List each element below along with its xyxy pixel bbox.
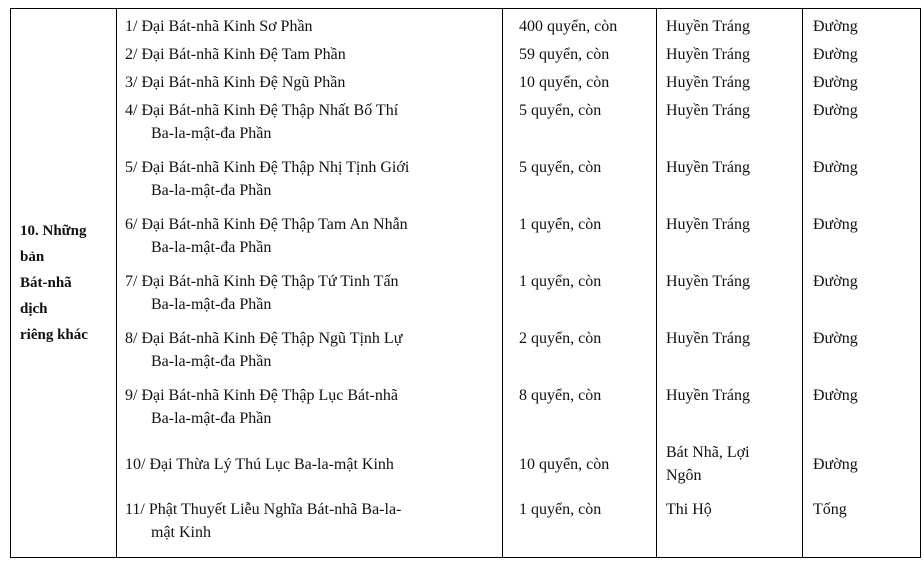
translator-entry: Huyền Tráng bbox=[666, 18, 751, 35]
quantity-entry: 5 quyển, còn bbox=[519, 102, 602, 119]
title-entry: 10/ Đại Thừa Lý Thú Lục Ba-la-mật Kinh bbox=[125, 456, 394, 473]
title-entry: 4/ Đại Bát-nhã Kinh Đệ Thập Nhất Bố Thí Ba-la-mật-đa Phần bbox=[125, 102, 399, 142]
dynasty-entry: Tống bbox=[813, 501, 847, 518]
category-line: 10. Những bbox=[20, 223, 87, 239]
translator-entry: Huyền Tráng bbox=[666, 216, 751, 233]
dynasty-entry: Đường bbox=[813, 46, 858, 63]
translator-entry: Huyền Tráng bbox=[666, 273, 751, 290]
quantity-entry: 10 quyển, còn bbox=[519, 74, 610, 91]
title-entry: 7/ Đại Bát-nhã Kinh Đệ Thập Tứ Tinh Tấn Ba-la-mật-đa Phần bbox=[125, 273, 399, 313]
dynasty-entry: Đường bbox=[813, 159, 858, 176]
category-line: riêng khác bbox=[20, 327, 88, 343]
quantity-entry: 59 quyển, còn bbox=[519, 46, 610, 63]
quantity-entry: 2 quyển, còn bbox=[519, 330, 602, 347]
translator-entry: Huyền Tráng bbox=[666, 387, 751, 404]
category-cell bbox=[11, 9, 117, 558]
dynasty-entry: Đường bbox=[813, 102, 858, 119]
dynasty-entry: Đường bbox=[813, 74, 858, 91]
sutra-table-container bbox=[10, 8, 920, 558]
title-entry: 2/ Đại Bát-nhã Kinh Đệ Tam Phần bbox=[125, 46, 346, 63]
title-entry: 11/ Phật Thuyết Liễu Nghĩa Bát-nhã Ba-la- mật Kinh bbox=[125, 501, 402, 541]
translator-column bbox=[657, 9, 803, 558]
title-entry: 1/ Đại Bát-nhã Kinh Sơ Phần bbox=[125, 18, 313, 35]
title-entry: 3/ Đại Bát-nhã Kinh Đệ Ngũ Phần bbox=[125, 74, 346, 91]
quantity-entry: 5 quyển, còn bbox=[519, 159, 602, 176]
category-line: dịch bbox=[20, 301, 48, 317]
dynasty-entry: Đường bbox=[813, 216, 858, 233]
translator-entry: Huyền Tráng bbox=[666, 74, 751, 91]
quantity-column bbox=[503, 9, 657, 558]
quantity-entry: 8 quyển, còn bbox=[519, 387, 602, 404]
quantity-entry: 1 quyển, còn bbox=[519, 216, 602, 233]
quantity-entry: 10 quyển, còn bbox=[519, 456, 610, 473]
dynasty-entry: Đường bbox=[813, 18, 858, 35]
translator-entry: Bát Nhã, Lợi Ngôn bbox=[666, 444, 750, 484]
category-line: bản bbox=[20, 249, 45, 265]
sutra-table bbox=[10, 8, 921, 558]
title-entry: 6/ Đại Bát-nhã Kinh Đệ Thập Tam An Nhẫn Ba-la-mật-đa Phần bbox=[125, 216, 408, 256]
category-line: Bát-nhã bbox=[20, 275, 72, 291]
title-entry: 5/ Đại Bát-nhã Kinh Đệ Thập Nhị Tịnh Giới Ba-la-mật-đa Phần bbox=[125, 159, 410, 199]
quantity-entry: 400 quyển, còn bbox=[519, 18, 618, 35]
dynasty-entry: Đường bbox=[813, 387, 858, 404]
dynasty-column bbox=[803, 9, 921, 558]
title-entry: 9/ Đại Bát-nhã Kinh Đệ Thập Lục Bát-nhã Ba-la-mật-đa Phần bbox=[125, 387, 398, 427]
table-row bbox=[11, 9, 921, 558]
translator-entry: Thi Hộ bbox=[666, 501, 712, 518]
translator-entry: Huyền Tráng bbox=[666, 159, 751, 176]
quantity-entry: 1 quyển, còn bbox=[519, 273, 602, 290]
translator-entry: Huyền Tráng bbox=[666, 46, 751, 63]
quantity-entry: 1 quyển, còn bbox=[519, 501, 602, 518]
dynasty-entry: Đường bbox=[813, 456, 858, 473]
dynasty-entry: Đường bbox=[813, 330, 858, 347]
translator-entry: Huyền Tráng bbox=[666, 330, 751, 347]
title-entry: 8/ Đại Bát-nhã Kinh Đệ Thập Ngũ Tịnh Lự Ba-la-mật-đa Phần bbox=[125, 330, 403, 370]
title-column bbox=[117, 9, 503, 558]
translator-entry: Huyền Tráng bbox=[666, 102, 751, 119]
dynasty-entry: Đường bbox=[813, 273, 858, 290]
